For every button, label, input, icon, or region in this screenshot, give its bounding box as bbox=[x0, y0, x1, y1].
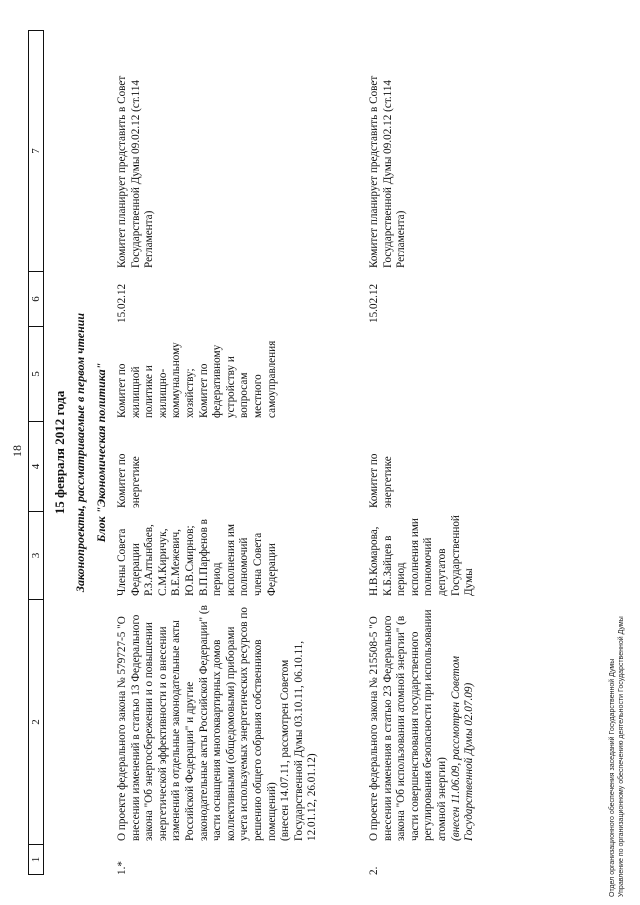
column-number: 2 bbox=[29, 599, 43, 844]
deadline-date: 15.02.12 bbox=[116, 283, 128, 323]
column-number: 5 bbox=[29, 326, 43, 421]
bill-authors: Н.В.Комарова, К.Б.Зайцев в период исполнения ими полномочий депутатов Государственной Думы bbox=[368, 515, 476, 596]
responsible-committee: Комитет по энергетике bbox=[368, 453, 394, 508]
deadline-date: 15.02.12 bbox=[368, 283, 380, 323]
page-number: 18 bbox=[10, 445, 24, 457]
bill-description-text: О проекте федерального закона № 215508-5 "О внесении изменения в статью 23 Федерального закона "Об использовании атомной энергии" (в части совершенствования государственного регулирования безопасности при использовании атомной энергии) bbox=[368, 609, 448, 841]
section-title: Законопроекты, рассматриваемые в первом чтении bbox=[73, 312, 87, 593]
bill-description-note: (внесен 11.06.09, рассмотрен Советом Государственной Думы 02.07.09) bbox=[449, 655, 476, 841]
column-number: 7 bbox=[30, 148, 42, 154]
bill-authors: Члены Совета Федерации Р.З.Алтынбаев, С.М.Киричук, В.Е.Межевич, Ю.В.Смирнов; В.П.Парфенов в период исполнения им полномочий члена Совета Федерации bbox=[116, 519, 278, 596]
page-footer bbox=[608, 616, 626, 897]
co-executor-committee: Комитет по жилищной политике и жилищно-коммунальному хозяйству; Комитет по федеративному устройству и вопросам местного самоуправления bbox=[116, 340, 278, 418]
bill-description bbox=[368, 600, 477, 845]
row-note: Комитет планирует представить в Совет Государственной Думы 09.02.12 (ст.114 Регламента) bbox=[368, 75, 408, 268]
footer-line: Отдел организационного обеспечения заседаний Государственной Думы bbox=[609, 658, 616, 897]
row-note: Комитет планирует представить в Совет Государственной Думы 09.02.12 (ст.114 Регламента) bbox=[116, 75, 156, 268]
column-number: 1 bbox=[29, 844, 43, 874]
responsible-committee: Комитет по энергетике bbox=[116, 453, 142, 508]
footer-line: Управление по организационному обеспечению деятельности Государственной Думы bbox=[618, 616, 625, 897]
column-number: 4 bbox=[29, 421, 43, 511]
bill-description bbox=[116, 600, 320, 845]
column-number: 6 bbox=[29, 271, 43, 326]
block-title: Блок "Экономическая политика" bbox=[94, 362, 108, 543]
bill-description-note: (внесен 14.07.11, рассмотрен Советом Государственной Думы 03.10.11, 06.10.11, 12.01.12, 26.01.12) bbox=[279, 640, 319, 841]
table-row bbox=[368, 30, 477, 875]
row-number: 1.* bbox=[116, 861, 128, 875]
table-row bbox=[116, 30, 320, 875]
bill-description-text: О проекте федерального закона № 579727-5 "О внесении изменений в статью 13 Федерального закона "Об энергосбережении и о повышении энергетической эффективности и о внесении изменений в отдельные законодательные акты Российской Федерации" и другие законодательные акты Российской Федерации" (в части оснащения многоквартирных домов коллективными (общедомовыми) приборами учета используемых энергетических ресурсов по решению общего собрания собственников помещений) bbox=[116, 605, 278, 841]
date-title: 15 февраля 2012 года bbox=[52, 390, 67, 515]
column-number: 3 bbox=[29, 511, 43, 599]
row-number: 2. bbox=[368, 866, 380, 875]
column-number-header bbox=[28, 30, 44, 875]
co-executor-committee bbox=[368, 327, 477, 422]
